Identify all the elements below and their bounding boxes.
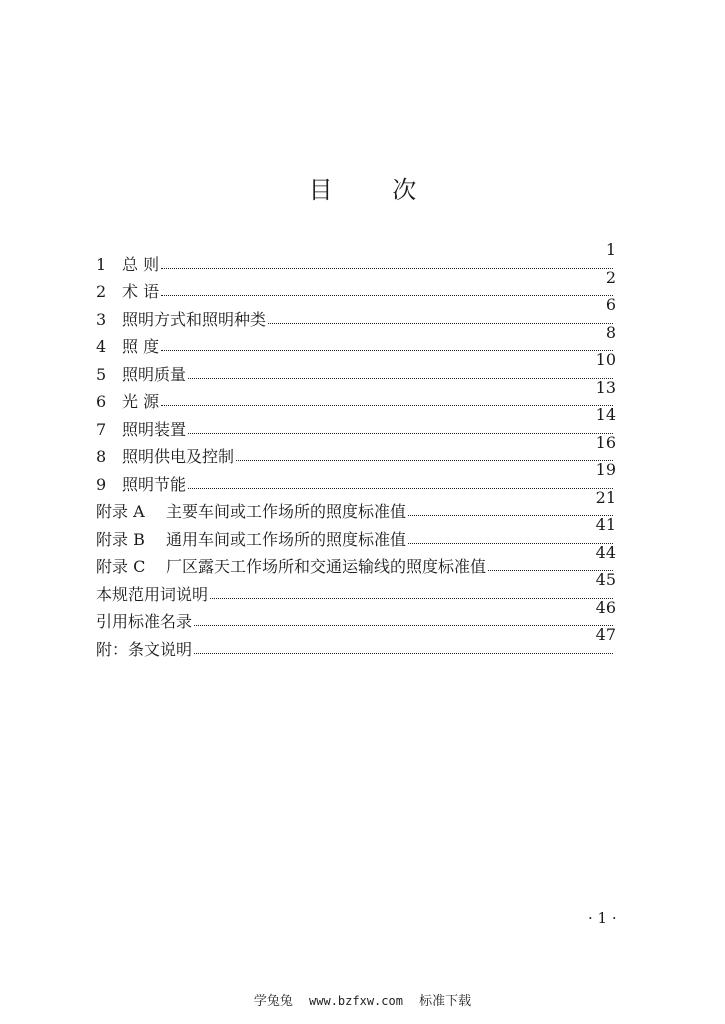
toc-dot-leader	[161, 294, 613, 296]
toc-entry-label-group	[96, 639, 193, 660]
toc-entry-page: 44	[595, 542, 616, 562]
toc-entry-label-group	[96, 419, 187, 440]
toc-entry-page: 21	[595, 487, 616, 507]
toc-entry-number: 附录 B	[96, 529, 145, 549]
toc-dot-leader	[268, 322, 613, 324]
toc-entry-label-group	[96, 474, 187, 495]
toc-entry-label-group	[96, 284, 159, 302]
toc-entry-title: 照明节能	[122, 474, 187, 494]
toc-dot-leader	[161, 349, 613, 351]
toc-dot-leader	[188, 377, 613, 379]
toc-entry-page: 47	[595, 625, 616, 644]
toc-entry-label-group	[96, 309, 267, 330]
footer-tagline: 标准下载	[419, 994, 472, 1009]
toc-entry-page: 1	[605, 240, 616, 259]
toc-entry-title: 术 语	[122, 282, 160, 301]
toc-entry-number: 2	[96, 282, 107, 301]
toc-entry-title: 照 度	[122, 337, 160, 356]
footer	[0, 990, 725, 1009]
toc-entry-label-group	[96, 254, 160, 275]
toc-dot-leader	[161, 404, 613, 406]
page-number: · 1 ·	[588, 909, 617, 927]
footer-site-name: 学兔兔	[253, 994, 293, 1009]
toc-entry-label-group	[96, 364, 187, 385]
toc-entry-label-group	[96, 529, 407, 550]
toc-dot-leader	[188, 432, 613, 434]
toc-entry[interactable]	[96, 267, 616, 303]
footer-url[interactable]: www.bzfxw.com	[309, 994, 403, 1008]
toc-entry-number: 6	[96, 392, 107, 411]
toc-entry[interactable]	[96, 460, 616, 495]
toc-entry-title: 照明供电及控制	[122, 447, 235, 466]
toc-entry-title: 通用车间或工作场所的照度标准值	[166, 529, 407, 549]
toc-entry-title: 照明方式和照明种类	[122, 309, 267, 329]
toc-entry[interactable]	[96, 240, 616, 275]
toc-entry-number: 9	[96, 474, 107, 494]
toc-dot-leader	[408, 542, 613, 544]
toc-entry-number: 4	[96, 337, 107, 356]
toc-entry-title: 引用标准名录	[96, 612, 193, 631]
toc-entry-page: 16	[595, 432, 616, 452]
toc-entry-title: 本规范用词说明	[96, 584, 209, 604]
toc-entry-number: 3	[96, 309, 107, 329]
toc-entry-label-group	[96, 504, 406, 522]
toc-entry[interactable]	[96, 295, 616, 330]
toc-entry-number: 附录 C	[96, 557, 146, 576]
toc-entry[interactable]	[96, 597, 616, 633]
toc-entry[interactable]	[96, 515, 616, 550]
toc-entry-page: 2	[605, 267, 616, 287]
toc-entry-title: 照明质量	[122, 364, 187, 384]
toc-entry-title: 照明装置	[122, 419, 187, 439]
toc-entry-label-group	[96, 584, 209, 605]
toc-entry-page: 6	[605, 295, 616, 314]
toc-entry-label-group	[96, 614, 192, 632]
toc-dot-leader	[194, 652, 613, 654]
toc-dot-leader	[236, 459, 613, 461]
toc-entry-title: 主要车间或工作场所的照度标准值	[166, 502, 407, 521]
toc-entry-number: 附录 A	[96, 502, 145, 521]
toc-entry[interactable]	[96, 542, 616, 578]
toc-entry-number: 8	[96, 447, 107, 466]
toc-entry-page: 46	[595, 597, 616, 617]
toc-entry-page: 10	[595, 350, 616, 369]
toc-entry-title: 附：条文说明	[96, 639, 193, 659]
toc-dot-leader	[194, 624, 613, 626]
page-title: 目 次	[308, 176, 443, 204]
toc-entry[interactable]	[96, 625, 616, 660]
toc-entry-number: 7	[96, 419, 107, 439]
toc-entry[interactable]	[96, 432, 616, 468]
toc-dot-leader	[488, 569, 613, 571]
toc-entry-title: 厂区露天工作场所和交通运输线的照度标准值	[166, 557, 487, 576]
toc-entry-page: 8	[605, 322, 616, 342]
toc-entry[interactable]	[96, 350, 616, 385]
toc-entry-page: 13	[595, 377, 616, 397]
toc-dot-leader	[408, 514, 613, 516]
toc-entry[interactable]	[96, 377, 616, 413]
toc-entry[interactable]	[96, 405, 616, 440]
toc-entry-label-group	[96, 559, 486, 577]
toc-entry-title: 总 则	[122, 254, 160, 274]
toc-entry-page: 14	[595, 405, 616, 424]
toc-dot-leader	[188, 487, 613, 489]
toc-entry-page: 19	[595, 460, 616, 479]
toc-entry[interactable]	[96, 322, 616, 358]
toc-entry-title: 光 源	[122, 392, 160, 411]
toc-entry-number: 1	[96, 254, 107, 274]
toc-dot-leader	[161, 267, 613, 269]
toc-entry-label-group	[96, 394, 159, 412]
toc-entry-label-group	[96, 339, 159, 357]
toc-entry[interactable]	[96, 487, 616, 523]
toc-entry-page: 41	[595, 515, 616, 534]
toc-dot-leader	[210, 597, 613, 599]
toc-entry-page: 45	[595, 570, 616, 589]
toc-entry[interactable]	[96, 570, 616, 605]
toc-entry-number: 5	[96, 364, 107, 384]
toc-entry-label-group	[96, 449, 234, 467]
table-of-contents	[96, 240, 616, 660]
